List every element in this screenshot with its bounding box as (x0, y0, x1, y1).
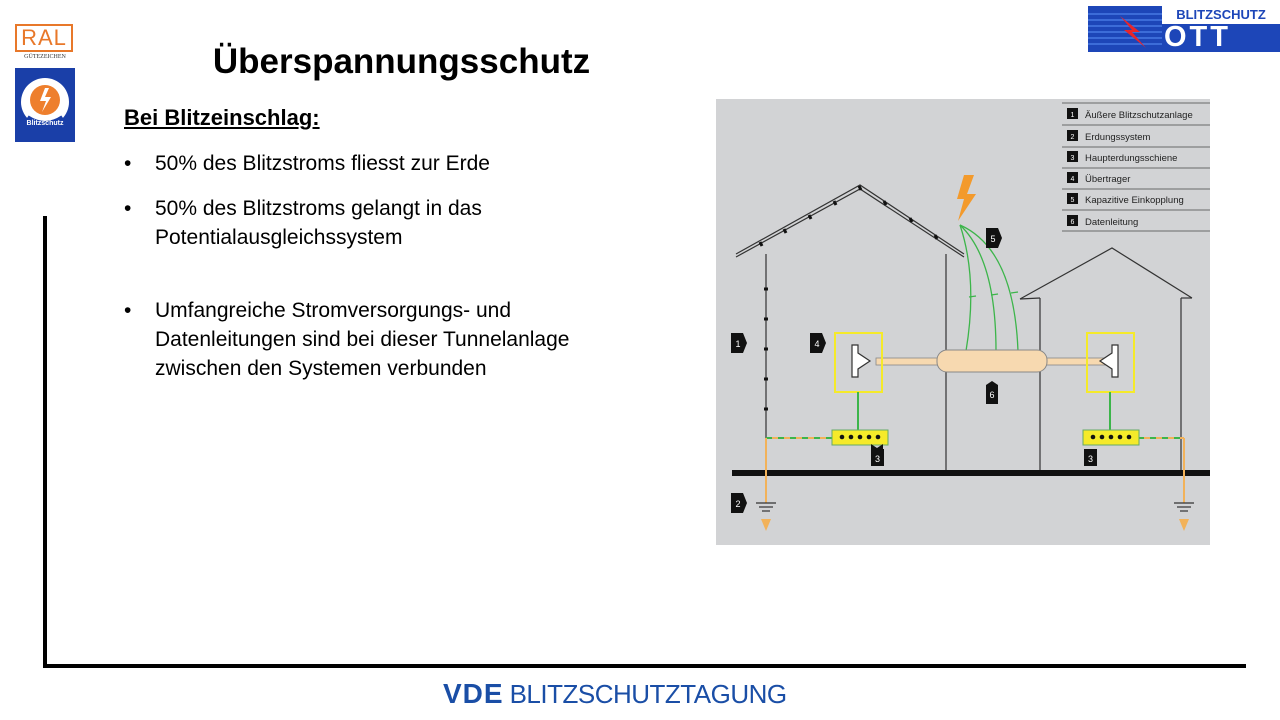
bullet-line: zwischen den Systemen verbunden (155, 357, 487, 380)
marker-number: 2 (735, 499, 741, 509)
bullet-symbol: • (124, 299, 132, 322)
frame-horizontal-line (43, 664, 1246, 668)
footer-vde: VDE (443, 678, 504, 709)
legend-number: 3 (1070, 155, 1075, 162)
bullet-line: Datenleitungen sind bei dieser Tunnelanlage (155, 328, 570, 351)
legend-number: 1 (1070, 112, 1075, 119)
diagram-marker (871, 444, 884, 466)
legend-row (1062, 130, 1210, 147)
legend-row (1062, 108, 1210, 125)
marker-number: 1 (735, 339, 741, 349)
bullet-line: Umfangreiche Stromversorgungs- und (155, 299, 511, 322)
legend-label: Erdungssystem (1085, 132, 1151, 143)
ral-logo-text: RAL (15, 24, 73, 52)
legend-number: 4 (1070, 176, 1075, 183)
footer-event: BLITZSCHUTZTAGUNG (509, 679, 787, 709)
data-cable (876, 350, 1108, 372)
diagram-marker (1084, 449, 1097, 466)
diagram-marker (731, 493, 747, 513)
legend-number: 2 (1070, 134, 1075, 141)
lightning-bolt-icon (957, 175, 976, 221)
legend-label: Übertrager (1085, 174, 1131, 185)
legend-label: Datenleitung (1085, 217, 1139, 228)
surge-protection-diagram (716, 99, 1210, 545)
bullet-line: 50% des Blitzstroms gelangt in das (155, 197, 482, 220)
legend-number: 5 (1070, 197, 1075, 204)
legend-row (1062, 215, 1210, 231)
svg-text: Blitzschutz (26, 120, 64, 127)
legend-row (1062, 172, 1210, 189)
marker-number: 4 (814, 339, 820, 349)
frame-vertical-line (43, 216, 47, 668)
legend-number: 6 (1070, 219, 1075, 226)
ground-surface (732, 470, 1210, 476)
legend-row (1062, 193, 1210, 210)
left-house (736, 185, 964, 471)
equipotential-wires (766, 392, 1184, 503)
diagram-marker (731, 333, 747, 353)
legend-label: Haupterdungsschiene (1085, 153, 1178, 164)
diagram-marker (986, 228, 1002, 248)
transformer-left (835, 333, 882, 392)
blitzschutz-ott-logo (1088, 6, 1280, 52)
ott-logo-top-text: BLITZSCHUTZ (1162, 6, 1280, 24)
marker-number: 3 (1087, 454, 1094, 464)
legend-row (1062, 151, 1210, 168)
marker-number: 5 (990, 234, 996, 244)
footer-brand (443, 678, 787, 710)
ott-logo-big-text: OTT (1164, 21, 1231, 52)
subheading: Bei Blitzeinschlag: (124, 105, 320, 130)
marker-number: 3 (874, 454, 881, 464)
legend-label: Kapazitive Einkopplung (1085, 195, 1184, 206)
ground-symbol-left-icon (756, 503, 776, 531)
bullet-line: 50% des Blitzstroms fliesst zur Erde (155, 152, 490, 175)
ral-logo-subtext: GÜTEZEICHEN (24, 54, 66, 60)
marker-number: 6 (989, 390, 995, 400)
ott-lightning-icon (1088, 6, 1168, 52)
diagram-svg (716, 99, 1210, 545)
bullet-symbol: • (124, 197, 132, 220)
diagram-marker (810, 333, 826, 353)
ground-symbol-right-icon (1174, 503, 1194, 531)
page-title: Überspannungsschutz (212, 42, 591, 81)
earthing-bar-right (1083, 430, 1139, 445)
earthing-bar-left (832, 430, 888, 445)
bullet-symbol: • (124, 152, 132, 175)
legend-label: Äußere Blitzschutzanlage (1085, 110, 1193, 121)
diagram-marker (986, 381, 998, 404)
bullet-line: Potentialausgleichssystem (155, 226, 403, 249)
diagram-legend (1062, 103, 1210, 231)
